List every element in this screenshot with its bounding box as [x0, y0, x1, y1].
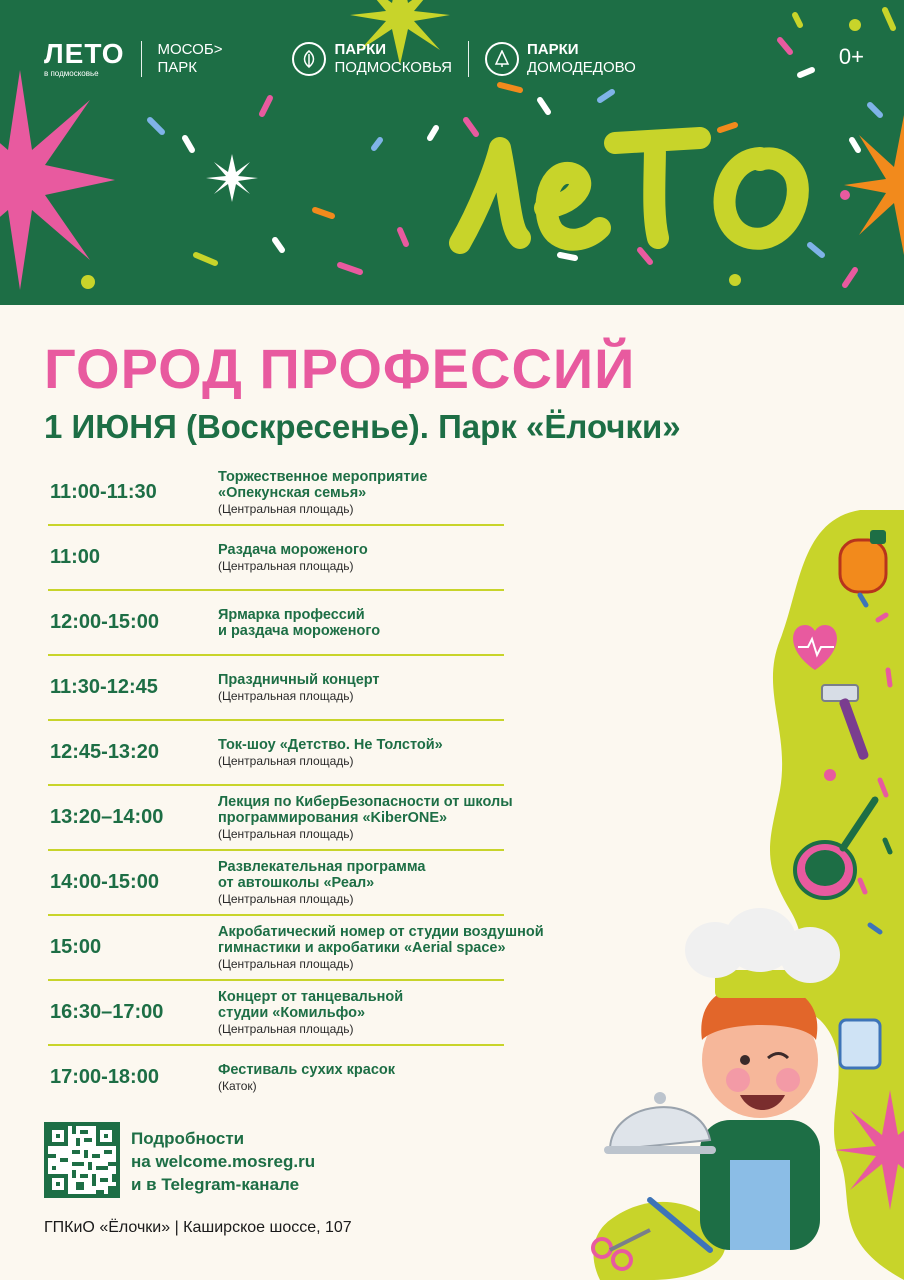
details-telegram-link[interactable]: и в Telegram-канале [131, 1175, 300, 1194]
schedule-location: (Центральная площадь) [218, 753, 354, 768]
leaf-icon [292, 42, 326, 76]
parki-domodedovo-logo [485, 41, 636, 77]
park-address: ГПКиО «Ёлочки» | Каширское шоссе, 107 [44, 1219, 352, 1236]
schedule-event: Праздничный концерт [218, 671, 380, 688]
schedule-time: 12:00-15:00 [50, 611, 159, 633]
mosobpark-line2: ПАРК [157, 59, 198, 76]
leto-logo-subtext: в подмосковье [44, 69, 99, 78]
details-website-link[interactable]: на welcome.mosreg.ru [131, 1152, 316, 1171]
details-line1: Подробности [131, 1129, 245, 1148]
parki-line1: ПАРКИ [334, 41, 387, 58]
schedule-row [44, 850, 584, 915]
age-rating: 0+ [838, 44, 864, 69]
header-banner [0, 0, 904, 305]
schedule-location: (Центральная площадь) [218, 891, 354, 906]
schedule-time: 11:30-12:45 [50, 676, 158, 698]
measuring-cup-icon [840, 1020, 880, 1068]
page-title: ГОРОД ПРОФЕССИЙ [44, 337, 636, 400]
domodedovo-line1: ПАРКИ [526, 41, 579, 58]
schedule-row [44, 655, 584, 720]
schedule-location: (Центральная площадь) [218, 826, 354, 841]
schedule-list [44, 460, 584, 1110]
leto-logo [44, 40, 125, 78]
schedule-time: 16:30–17:00 [50, 1001, 164, 1023]
schedule-row [44, 590, 584, 655]
cloche-icon [604, 1092, 716, 1154]
schedule-location: (Центральная площадь) [218, 558, 354, 573]
leto-script-lettering [440, 88, 860, 288]
schedule-event: Развлекательная программа от автошколы «Реал» [218, 858, 426, 891]
pink-starburst-icon [0, 70, 115, 290]
schedule-row [44, 785, 584, 850]
schedule-time: 12:45-13:20 [50, 741, 159, 763]
schedule-time: 17:00-18:00 [50, 1066, 159, 1088]
chef-illustration [590, 500, 904, 1280]
parki-podmoskovya-logo [292, 41, 452, 77]
schedule-row [44, 525, 584, 590]
schedule-location: (Центральная площадь) [218, 1021, 354, 1036]
schedule-event: Лекция по КиберБезопасности от школы программирования «KiberONE» [218, 793, 513, 826]
schedule-row [44, 720, 584, 785]
schedule-location: (Центральная площадь) [218, 501, 354, 516]
schedule-event: Торжественное мероприятие «Опекунская семья» [218, 468, 428, 501]
schedule-event: Акробатический номер от студии воздушной гимнастики и акробатики «Aerial space» [218, 923, 544, 956]
schedule-event: Ток-шоу «Детство. Не Толстой» [218, 736, 443, 753]
mosobpark-logo [158, 41, 223, 77]
schedule-time: 11:00 [50, 546, 101, 568]
logo-divider [468, 41, 469, 77]
domodedovo-line2: ДОМОДЕДОВО [526, 59, 636, 76]
schedule-row [44, 460, 584, 525]
white-starburst-icon [206, 154, 258, 202]
schedule-location: (Центральная площадь) [218, 688, 354, 703]
schedule-row [44, 915, 584, 980]
qr-code-icon[interactable] [44, 1122, 120, 1198]
partner-logos [44, 38, 636, 80]
schedule-row [44, 980, 584, 1045]
mosobpark-line1: МОСОБ> [157, 41, 223, 58]
schedule-event: Ярмарка профессий и раздача мороженого [218, 606, 381, 639]
tree-icon [485, 42, 519, 76]
schedule-time: 11:00-11:30 [50, 481, 157, 503]
leto-logo-text: ЛЕТО [44, 38, 125, 69]
parki-line2: ПОДМОСКОВЬЯ [334, 59, 452, 76]
schedule-location: (Центральная площадь) [218, 956, 354, 971]
schedule-location: (Каток) [218, 1078, 257, 1093]
schedule-event: Фестиваль сухих красок [218, 1061, 396, 1078]
chef-character [685, 908, 840, 1250]
details-info [131, 1127, 315, 1196]
schedule-time: 14:00-15:00 [50, 871, 159, 893]
event-date-subtitle: 1 ИЮНЯ (Воскресенье). Парк «Ёлочки» [44, 408, 681, 445]
schedule-time: 15:00 [50, 936, 102, 958]
logo-divider [141, 41, 142, 77]
schedule-event: Раздача мороженого [218, 541, 368, 558]
schedule-row [44, 1045, 584, 1110]
schedule-event: Концерт от танцевальной студии «Комильфо» [218, 988, 404, 1021]
schedule-time: 13:20–14:00 [50, 806, 164, 828]
